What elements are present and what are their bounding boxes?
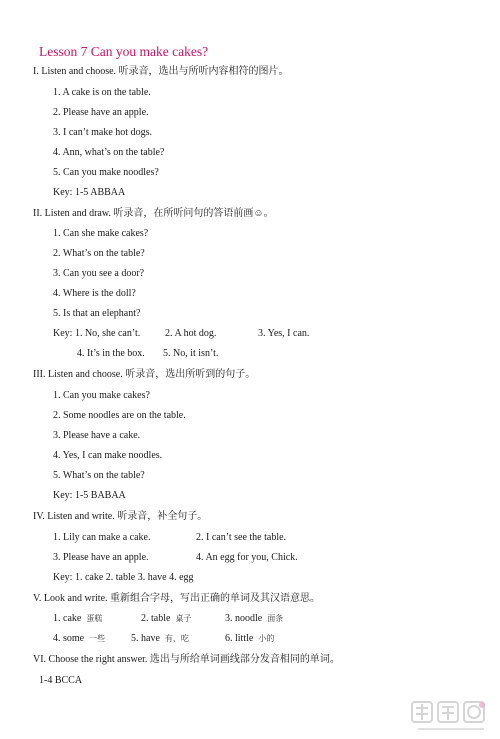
s1-item-3: 3. I can’t make hot dogs. (53, 127, 152, 138)
s1-key: Key: 1-5 ABBAA (53, 187, 126, 198)
s3-key: Key: 1-5 BABAA (53, 490, 126, 501)
s2-key-2: 2. A hot dog. (165, 328, 217, 339)
s5-word-2-zh: 桌子 (175, 614, 192, 623)
s2-key-4: 4. It’s in the box. (77, 348, 145, 359)
s5-word-6 (225, 633, 274, 645)
section-6-heading: VI. Choose the right answer. 选出与所给单词画线部分发音相同的单词。 (33, 654, 340, 665)
s2-key-5: 5. No, it isn’t. (163, 348, 219, 359)
s5-word-6-zh: 小的 (258, 634, 275, 643)
s2-item-2: 2. What’s on the table? (53, 248, 145, 259)
s5-word-3-en: 3. noodle (225, 613, 263, 624)
s5-word-4 (53, 633, 105, 645)
s5-word-5-en: 5. have (131, 633, 160, 644)
s3-item-4: 4. Yes, I can make noodles. (53, 450, 163, 461)
s5-word-1-en: 1. cake (53, 613, 82, 624)
s4-sentence-2: 2. I can’t see the table. (196, 532, 287, 543)
s3-item-2: 2. Some noodles are on the table. (53, 410, 186, 421)
s5-word-1 (53, 613, 102, 625)
s3-item-5: 5. What’s on the table? (53, 470, 145, 481)
s2-item-5: 5. Is that an elephant? (53, 308, 141, 319)
s2-item-3: 3. Can you see a door? (53, 268, 145, 279)
s1-item-2: 2. Please have an apple. (53, 107, 149, 118)
s1-item-1: 1. A cake is on the table. (53, 87, 151, 98)
s1-item-5: 5. Can you make noodles? (53, 167, 159, 178)
s5-word-3 (225, 613, 283, 625)
s6-key: 1-4 BCCA (39, 675, 83, 686)
s4-sentence-4: 4. An egg for you, Chick. (196, 552, 298, 563)
section-1-heading: I. Listen and choose. 听录音，选出与所听内容相符的图片。 (33, 66, 289, 77)
s2-item-4: 4. Where is the doll? (53, 288, 136, 299)
s2-item-1: 1. Can she make cakes? (53, 228, 149, 239)
s2-key-3: 3. Yes, I can. (258, 328, 310, 339)
s5-word-4-en: 4. some (53, 633, 85, 644)
watermark-logo-icon (410, 699, 492, 733)
section-2-heading: II. Listen and draw. 听录音，在所听问句的答语前画☺。 (33, 208, 274, 219)
s5-word-2 (141, 613, 191, 625)
s5-word-6-en: 6. little (225, 633, 254, 644)
s5-word-4-zh: 一些 (89, 634, 106, 643)
s2-key-1: Key: 1. No, she can’t. (53, 328, 141, 339)
s5-word-2-en: 2. table (141, 613, 171, 624)
s5-word-3-zh: 面条 (267, 614, 284, 623)
section-5-heading: V. Look and write. 重新组合字母，写出正确的单词及其汉语意思。 (33, 593, 321, 604)
s3-item-1: 1. Can you make cakes? (53, 390, 150, 401)
s4-sentence-1: 1. Lily can make a cake. (53, 532, 151, 543)
s5-word-1-zh: 蛋糕 (86, 614, 103, 623)
section-4-heading: IV. Listen and write. 听录音，补全句子。 (33, 511, 208, 522)
s4-key: Key: 1. cake 2. table 3. have 4. egg (53, 572, 194, 583)
lesson-title: Lesson 7 Can you make cakes? (39, 44, 209, 59)
s1-item-4: 4. Ann, what’s on the table? (53, 147, 165, 158)
section-3-heading: III. Listen and choose. 听录音，选出所听到的句子。 (33, 369, 256, 380)
s5-word-5-zh: 有、吃 (164, 634, 189, 643)
s3-item-3: 3. Please have a cake. (53, 430, 141, 441)
s4-sentence-3: 3. Please have an apple. (53, 552, 149, 563)
s5-word-5 (131, 633, 189, 645)
